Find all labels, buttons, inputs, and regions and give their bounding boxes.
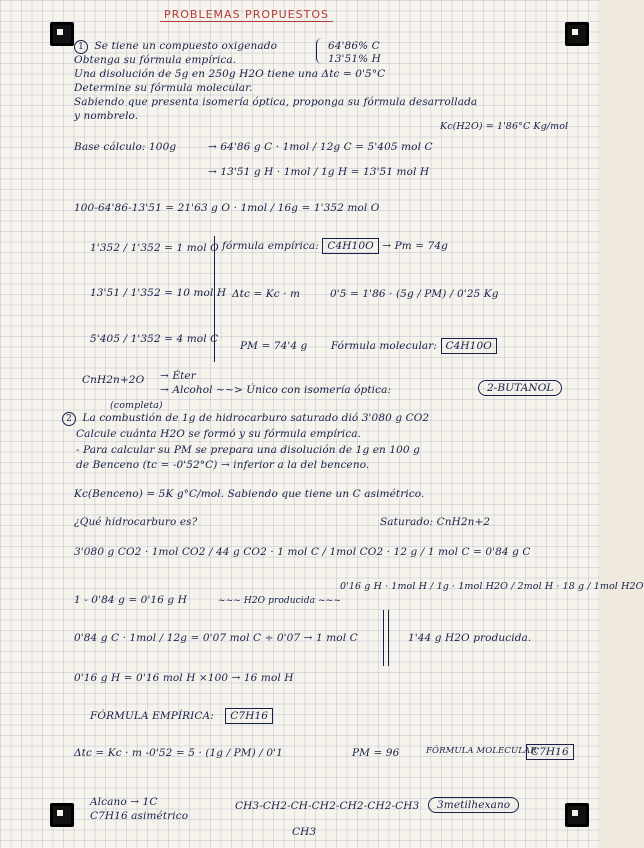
co2-calc: 3'080 g CO2 · 1mol CO2 / 44 g CO2 · 1 mol C / 1mol CO2 · 12 g / 1 mol C = 0'84 g C (74, 546, 531, 558)
p1-statement-5: Sabiendo que presenta isomería óptica, proponga su fórmula desarrollada (74, 96, 478, 108)
problem-number-2: 2 (62, 412, 76, 426)
empirical2-formula: C7H16 (225, 708, 273, 724)
answer-2: 3metilhexano (428, 797, 519, 813)
molecular-label: Fórmula molecular: (330, 340, 438, 352)
structure-main: CH3-CH2-CH-CH2-CH2-CH2-CH3 (235, 800, 420, 812)
h2o-result: 1'44 g H2O producida. (408, 632, 532, 644)
p1-statement-3: Una disolución de 5g en 250g H2O tiene una Δtc = 0'5°C (74, 68, 386, 80)
corner-marker-icon (50, 22, 74, 46)
p2-dtc: Δtc = Kc · m -0'52 = 5 · (1g / PM) / 0'1 (74, 747, 283, 759)
h2o-label: ~~~ H2O producida ~~~ (218, 596, 341, 606)
page-title: PROBLEMAS PROPUESTOS (160, 8, 333, 22)
result-divider (383, 610, 384, 666)
saturated-note: Saturado: CnH2n+2 (380, 516, 491, 528)
composition-brace (316, 38, 323, 64)
base-calc: Base cálculo: 100g (74, 141, 177, 153)
corner-marker-icon (565, 803, 589, 827)
h-calc: 1 - 0'84 g = 0'16 g H (74, 594, 187, 606)
corner-marker-icon (50, 803, 74, 827)
result-divider (388, 610, 389, 666)
problem-number-1: 1 (74, 40, 88, 54)
molecular-row (240, 340, 497, 352)
p2-statement-3: - Para calcular su PM se prepara una disolución de 1g en 100 g (76, 444, 420, 456)
ratios-brace (214, 236, 215, 362)
base-calc-h: → 13'51 g H · 1mol / 1g H = 13'51 mol H (208, 166, 430, 178)
pm-value: PM = 74'4 g (240, 340, 308, 352)
molecular2-label: FÓRMULA MOLECULAR (426, 746, 537, 756)
alkane-note: Alcano → 1C (90, 796, 158, 808)
c-mol: 0'84 g C · 1mol / 12g = 0'07 mol C ÷ 0'07 → 1 mol C (74, 632, 358, 644)
kc-note: Kc(H2O) = 1'86°C Kg/mol (440, 121, 569, 132)
empirical-formula: C4H10O (322, 238, 378, 254)
empirical-label: fórmula empírica: (222, 240, 319, 252)
molecular-formula: C4H10O (441, 338, 497, 354)
corner-marker-icon (565, 22, 589, 46)
p1-line (74, 40, 277, 54)
p1-composition-c: 64'86% C (328, 40, 380, 52)
h-mol: 0'16 g H = 0'16 mol H ×100 → 16 mol H (74, 672, 294, 684)
p2-statement-1: La combustión de 1g de hidrocarburo saturado dió 3'080 g CO2 (82, 412, 430, 424)
p1-composition-h: 13'51% H (328, 53, 381, 65)
alkane-asym: C7H16 asimétrico (90, 810, 189, 822)
dtc-values: 0'5 = 1'86 · (5g / PM) / 0'25 Kg (330, 288, 499, 300)
empirical2-label: FÓRMULA EMPÍRICA: (90, 710, 214, 722)
p1-statement-4: Determine su fórmula molecular. (74, 82, 253, 94)
option-ether: → Éter (160, 370, 196, 382)
p2-statement-5: Kc(Benceno) = 5K g°C/mol. Sabiendo que tiene un C asimétrico. (74, 488, 425, 500)
p2-note: (completa) (110, 400, 163, 411)
p1-statement-1: Se tiene un compuesto oxigenado (94, 40, 277, 52)
ratio-h: 13'51 / 1'352 = 10 mol H (90, 287, 227, 299)
p2-statement-2: Calcule cuánta H2O se formó y su fórmula empírica. (76, 428, 362, 440)
h2o-calc: 0'16 g H · 1mol H / 1g · 1mol H2O / 2mol H · 18 g / 1mol H2O (340, 581, 644, 592)
empirical-mass: → Pm = 74g (382, 240, 448, 252)
p2-statement-6: ¿Qué hidrocarburo es? (74, 516, 198, 528)
dtc-equation: Δtc = Kc · m (232, 288, 301, 300)
p1-statement-2: Obtenga su fórmula empírica. (74, 54, 237, 66)
empirical-row (222, 240, 448, 252)
ratio-o: 1'352 / 1'352 = 1 mol O (90, 242, 219, 254)
p2-line (62, 412, 429, 426)
general-formula: CnH2n+2O (82, 374, 145, 386)
answer-1: 2-BUTANOL (478, 380, 562, 396)
ratio-c: 5'405 / 1'352 = 4 mol C (90, 333, 219, 345)
structure-branch: CH3 (292, 826, 317, 838)
p2-statement-4: de Benceno (tc = -0'52°C) → inferior a la del benceno. (76, 459, 370, 471)
p1-statement-6: y nombrelo. (74, 110, 139, 122)
pm2-value: PM = 96 (352, 747, 400, 759)
option-alcohol: → Alcohol ~~> Único con isomería óptica: (160, 384, 392, 396)
oxygen-calc: 100-64'86-13'51 = 21'63 g O · 1mol / 16g = 1'352 mol O (74, 202, 380, 214)
molecular2-formula: C7H16 (526, 744, 574, 760)
base-calc-c: → 64'86 g C · 1mol / 12g C = 5'405 mol C (208, 141, 433, 153)
empirical2-row (90, 710, 273, 722)
